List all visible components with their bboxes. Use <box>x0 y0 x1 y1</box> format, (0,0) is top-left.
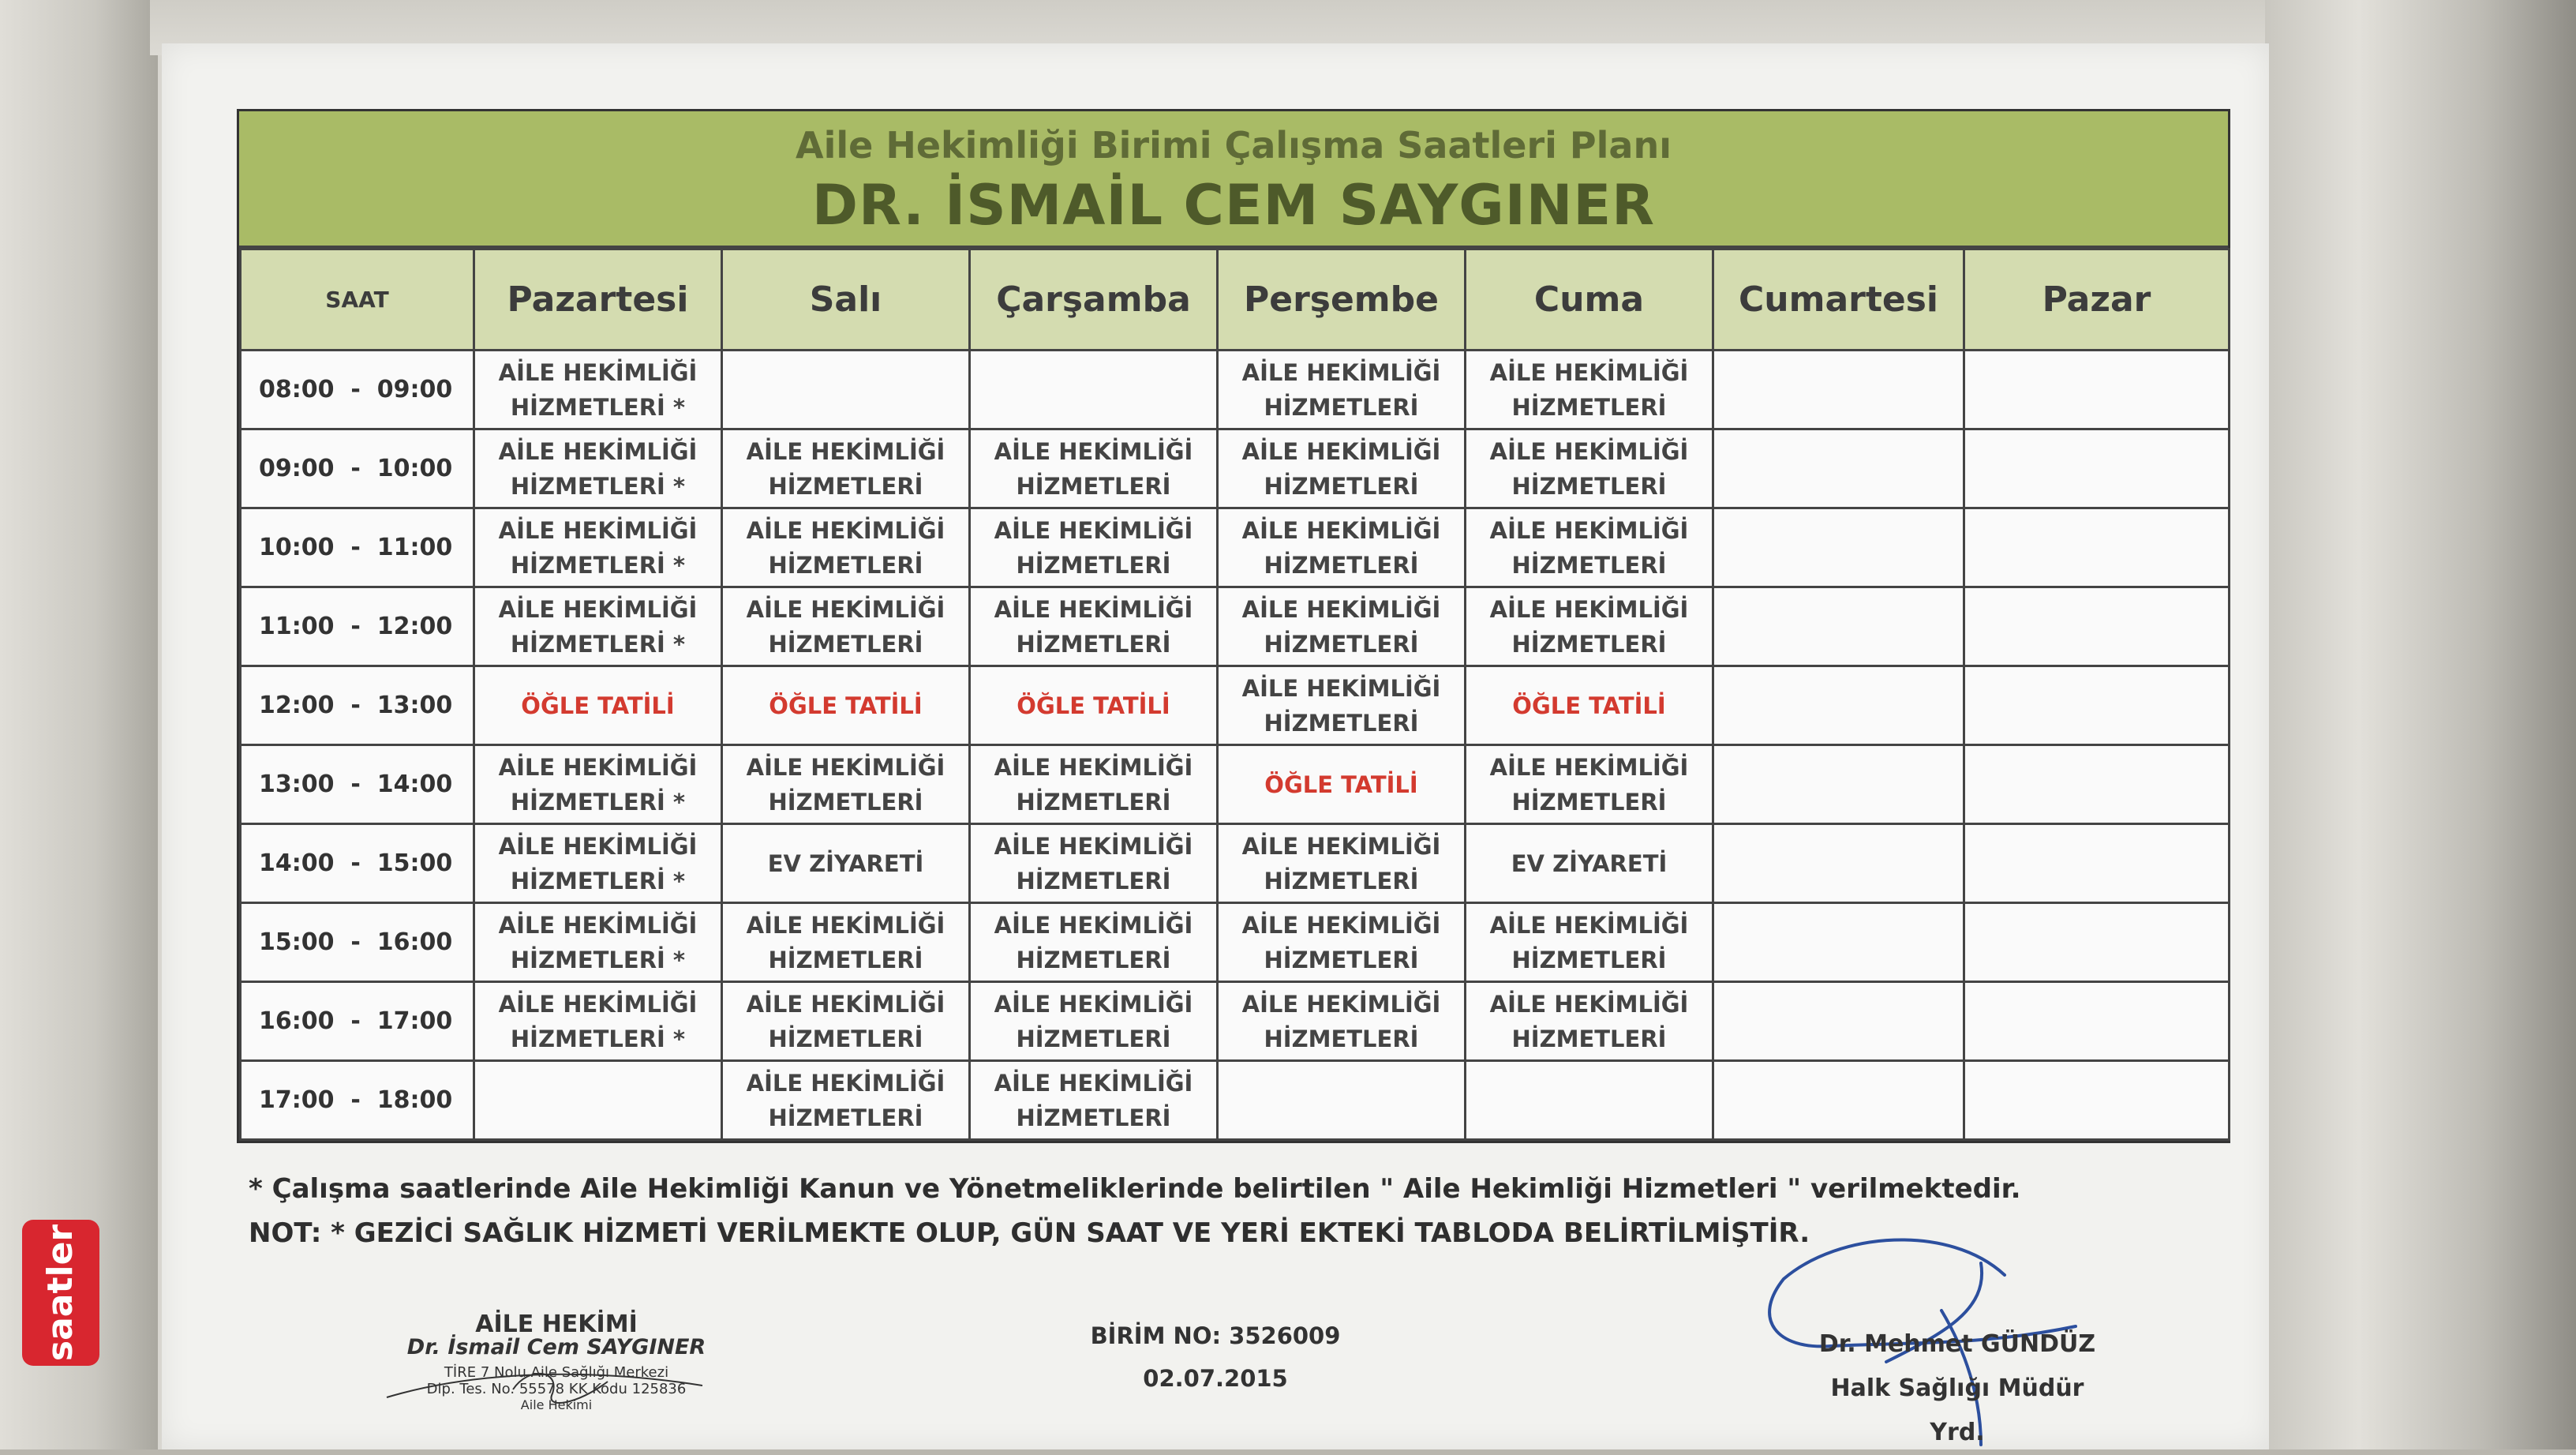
schedule-cell: AİLE HEKİMLİĞİ HİZMETLERİ <box>970 903 1218 982</box>
schedule-cell <box>722 351 970 429</box>
schedule-cell: AİLE HEKİMLİĞİ HİZMETLERİ <box>1218 587 1466 666</box>
schedule-cell <box>1713 508 1964 587</box>
time-slot: 15:00 - 16:00 <box>241 903 474 982</box>
schedule-cell: AİLE HEKİMLİĞİ HİZMETLERİ <box>1218 982 1466 1061</box>
schedule-cell <box>1964 429 2230 508</box>
schedule-row <box>241 982 2230 1061</box>
document-date: 02.07.2015 <box>1143 1365 1288 1392</box>
brand-sticker <box>22 1220 99 1366</box>
schedule-cell: AİLE HEKİMLİĞİ HİZMETLERİ <box>722 508 970 587</box>
schedule-cell: AİLE HEKİMLİĞİ HİZMETLERİ <box>970 982 1218 1061</box>
column-header-day: Cumartesi <box>1713 249 1964 351</box>
column-header-day: Salı <box>722 249 970 351</box>
schedule-row <box>241 1061 2230 1140</box>
column-header-day: Çarşamba <box>970 249 1218 351</box>
schedule-cell: ÖĞLE TATİLİ <box>474 666 722 745</box>
schedule-cell: AİLE HEKİMLİĞİ HİZMETLERİ <box>1218 351 1466 429</box>
schedule-cell <box>1713 824 1964 903</box>
schedule-cell: AİLE HEKİMLİĞİ HİZMETLERİ * <box>474 508 722 587</box>
schedule-cell: AİLE HEKİMLİĞİ HİZMETLERİ * <box>474 351 722 429</box>
column-header-day: Pazar <box>1964 249 2230 351</box>
schedule-cell <box>1713 745 1964 824</box>
schedule-cell: AİLE HEKİMLİĞİ HİZMETLERİ <box>1466 508 1713 587</box>
stamp-title: AİLE HEKİMİ <box>475 1311 638 1338</box>
column-header-row <box>241 249 2230 351</box>
schedule-cell: AİLE HEKİMLİĞİ HİZMETLERİ <box>722 1061 970 1140</box>
schedule-cell: AİLE HEKİMLİĞİ HİZMETLERİ <box>1466 587 1713 666</box>
column-header-day: Cuma <box>1466 249 1713 351</box>
schedule-cell <box>1964 666 2230 745</box>
schedule-row <box>241 587 2230 666</box>
schedule-cell <box>1964 824 2230 903</box>
schedule-cell: AİLE HEKİMLİĞİ HİZMETLERİ <box>1466 429 1713 508</box>
schedule-cell <box>1713 429 1964 508</box>
schedule-cell: AİLE HEKİMLİĞİ HİZMETLERİ <box>1218 508 1466 587</box>
schedule-cell <box>1964 351 2230 429</box>
schedule-cell: AİLE HEKİMLİĞİ HİZMETLERİ * <box>474 824 722 903</box>
schedule-cell <box>474 1061 722 1140</box>
stamp-signature-icon <box>371 1342 742 1421</box>
schedule-cell <box>1964 982 2230 1061</box>
schedule-cell <box>1713 587 1964 666</box>
schedule-cell <box>970 351 1218 429</box>
schedule-row <box>241 666 2230 745</box>
schedule-cell <box>1964 745 2230 824</box>
schedule-cell: AİLE HEKİMLİĞİ HİZMETLERİ <box>1218 903 1466 982</box>
schedule-cell <box>1964 903 2230 982</box>
time-slot: 08:00 - 09:00 <box>241 351 474 429</box>
schedule-cell <box>1964 1061 2230 1140</box>
schedule-cell <box>1964 508 2230 587</box>
time-slot: 16:00 - 17:00 <box>241 982 474 1061</box>
column-header-saat: SAAT <box>241 249 474 351</box>
unit-info <box>1089 1314 1342 1400</box>
schedule-row <box>241 508 2230 587</box>
schedule-cell: AİLE HEKİMLİĞİ HİZMETLERİ * <box>474 745 722 824</box>
signer-name: Dr. Mehmet GÜNDÜZ <box>1818 1330 2096 1358</box>
schedule-cell: AİLE HEKİMLİĞİ HİZMETLERİ <box>970 429 1218 508</box>
time-slot: 13:00 - 14:00 <box>241 745 474 824</box>
schedule-cell: AİLE HEKİMLİĞİ HİZMETLERİ <box>722 982 970 1061</box>
schedule-cell: AİLE HEKİMLİĞİ HİZMETLERİ <box>1218 824 1466 903</box>
schedule-table-container <box>237 109 2230 1143</box>
signer-block <box>1807 1322 2107 1455</box>
time-slot: 14:00 - 15:00 <box>241 824 474 903</box>
schedule-cell: AİLE HEKİMLİĞİ HİZMETLERİ <box>1218 429 1466 508</box>
schedule-row <box>241 824 2230 903</box>
stamp-name: Dr. İsmail Cem SAYGINER <box>406 1335 706 1359</box>
schedule-row <box>241 745 2230 824</box>
schedule-cell: AİLE HEKİMLİĞİ HİZMETLERİ <box>970 824 1218 903</box>
schedule-row <box>241 903 2230 982</box>
schedule-body <box>241 351 2230 1140</box>
time-slot: 17:00 - 18:00 <box>241 1061 474 1140</box>
signer-title: Halk Sağlığı Müdür Yrd. <box>1830 1374 2084 1446</box>
schedule-cell: ÖĞLE TATİLİ <box>970 666 1218 745</box>
schedule-cell: AİLE HEKİMLİĞİ HİZMETLERİ <box>1466 903 1713 982</box>
schedule-cell <box>1713 982 1964 1061</box>
schedule-row <box>241 429 2230 508</box>
schedule-cell: AİLE HEKİMLİĞİ HİZMETLERİ * <box>474 982 722 1061</box>
plan-title: Aile Hekimliği Birimi Çalışma Saatleri Planı <box>796 124 1672 167</box>
schedule-row <box>241 351 2230 429</box>
schedule-cell: AİLE HEKİMLİĞİ HİZMETLERİ <box>970 508 1218 587</box>
schedule-cell: AİLE HEKİMLİĞİ HİZMETLERİ <box>970 1061 1218 1140</box>
time-slot: 10:00 - 11:00 <box>241 508 474 587</box>
frame-right-edge <box>2265 0 2576 1449</box>
unit-number: BİRİM NO: 3526009 <box>1090 1322 1341 1349</box>
schedule-cell <box>1713 666 1964 745</box>
schedule-cell: AİLE HEKİMLİĞİ HİZMETLERİ * <box>474 587 722 666</box>
stamp-line-3: Aile Hekimi <box>520 1397 593 1412</box>
stamp-line-2: Dip. Tes. No. 55578 KK Kodu 125836 <box>426 1381 687 1397</box>
schedule-cell: AİLE HEKİMLİĞİ HİZMETLERİ <box>970 587 1218 666</box>
schedule-table <box>239 248 2230 1141</box>
schedule-cell <box>1713 903 1964 982</box>
schedule-cell: ÖĞLE TATİLİ <box>1218 745 1466 824</box>
schedule-cell: AİLE HEKİMLİĞİ HİZMETLERİ <box>722 429 970 508</box>
schedule-cell: AİLE HEKİMLİĞİ HİZMETLERİ <box>722 745 970 824</box>
schedule-cell: AİLE HEKİMLİĞİ HİZMETLERİ <box>1466 982 1713 1061</box>
time-slot: 12:00 - 13:00 <box>241 666 474 745</box>
schedule-cell: AİLE HEKİMLİĞİ HİZMETLERİ <box>1466 745 1713 824</box>
schedule-cell: AİLE HEKİMLİĞİ HİZMETLERİ <box>722 587 970 666</box>
schedule-cell <box>1964 587 2230 666</box>
schedule-cell: AİLE HEKİMLİĞİ HİZMETLERİ <box>970 745 1218 824</box>
schedule-cell <box>1466 1061 1713 1140</box>
note-line-1: * Çalışma saatlerinde Aile Hekimliği Kanun ve Yönetmeliklerinde belirtilen " Aile Hekimliği Hizmetleri " verilmektedir. <box>249 1173 2021 1205</box>
stamp-line-1: TİRE 7 Nolu Aile Sağlığı Merkezi <box>444 1364 669 1381</box>
time-slot: 09:00 - 10:00 <box>241 429 474 508</box>
doctor-name: DR. İSMAİL CEM SAYGINER <box>811 173 1656 238</box>
schedule-cell: AİLE HEKİMLİĞİ HİZMETLERİ <box>1218 666 1466 745</box>
schedule-cell: AİLE HEKİMLİĞİ HİZMETLERİ * <box>474 903 722 982</box>
doctor-stamp <box>371 1311 742 1421</box>
note-line-2: NOT: * GEZİCİ SAĞLIK HİZMETİ VERİLMEKTE OLUP, GÜN SAAT VE YERİ EKTEKİ TABLODA BELİRTİLMİŞTİR. <box>249 1217 1810 1249</box>
column-header-day: Pazartesi <box>474 249 722 351</box>
column-header-day: Perşembe <box>1218 249 1466 351</box>
schedule-cell: AİLE HEKİMLİĞİ HİZMETLERİ * <box>474 429 722 508</box>
schedule-cell: ÖĞLE TATİLİ <box>1466 666 1713 745</box>
schedule-cell: EV ZİYARETİ <box>1466 824 1713 903</box>
schedule-cell: EV ZİYARETİ <box>722 824 970 903</box>
schedule-header <box>239 111 2228 248</box>
time-slot: 11:00 - 12:00 <box>241 587 474 666</box>
schedule-cell <box>1218 1061 1466 1140</box>
schedule-cell: AİLE HEKİMLİĞİ HİZMETLERİ <box>722 903 970 982</box>
brand-sticker-label: saatler <box>40 1224 81 1362</box>
schedule-cell <box>1713 351 1964 429</box>
schedule-cell: ÖĞLE TATİLİ <box>722 666 970 745</box>
schedule-cell <box>1713 1061 1964 1140</box>
schedule-cell: AİLE HEKİMLİĞİ HİZMETLERİ <box>1466 351 1713 429</box>
